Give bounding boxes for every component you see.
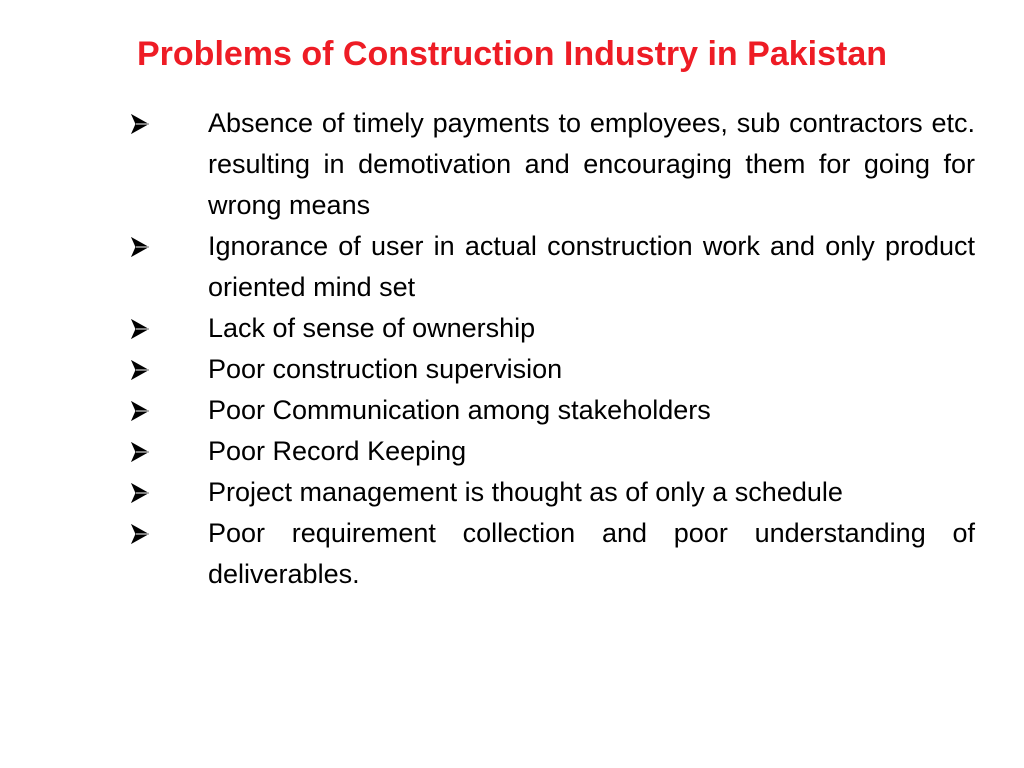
slide-title: Problems of Construction Industry in Pakistan bbox=[137, 35, 887, 73]
bullet-text: Project management is thought as of only a schedule bbox=[208, 477, 843, 507]
bullet-item bbox=[130, 226, 975, 308]
bullet-text: Ignorance of user in actual construction work and only product oriented mind set bbox=[208, 231, 975, 302]
arrowhead-bullet-icon bbox=[130, 472, 154, 513]
arrowhead-bullet-icon bbox=[130, 431, 154, 472]
bullet-item bbox=[130, 431, 975, 472]
bullet-text: Poor construction supervision bbox=[208, 354, 563, 384]
bullet-text: Poor Communication among stakeholders bbox=[208, 395, 711, 425]
bullet-item bbox=[130, 103, 975, 226]
arrowhead-bullet-icon bbox=[130, 308, 154, 349]
bullet-item bbox=[130, 513, 975, 595]
arrowhead-bullet-icon bbox=[130, 103, 154, 144]
bullet-text: Lack of sense of ownership bbox=[208, 313, 536, 343]
arrowhead-bullet-icon bbox=[130, 390, 154, 431]
bullet-text: Poor Record Keeping bbox=[208, 436, 467, 466]
bullet-item bbox=[130, 390, 975, 431]
arrowhead-bullet-icon bbox=[130, 226, 154, 267]
bullet-item bbox=[130, 472, 975, 513]
bullet-text: Absence of timely payments to employees, sub contractors etc. resulting in demotivation and encouraging them for going for wrong means bbox=[208, 108, 975, 220]
bullet-text: Poor requirement collection and poor understanding of deliverables. bbox=[208, 518, 975, 589]
arrowhead-bullet-icon bbox=[130, 349, 154, 390]
bullet-item bbox=[130, 308, 975, 349]
bullet-item bbox=[130, 349, 975, 390]
bullet-list bbox=[130, 103, 975, 595]
arrowhead-bullet-icon bbox=[130, 513, 154, 554]
